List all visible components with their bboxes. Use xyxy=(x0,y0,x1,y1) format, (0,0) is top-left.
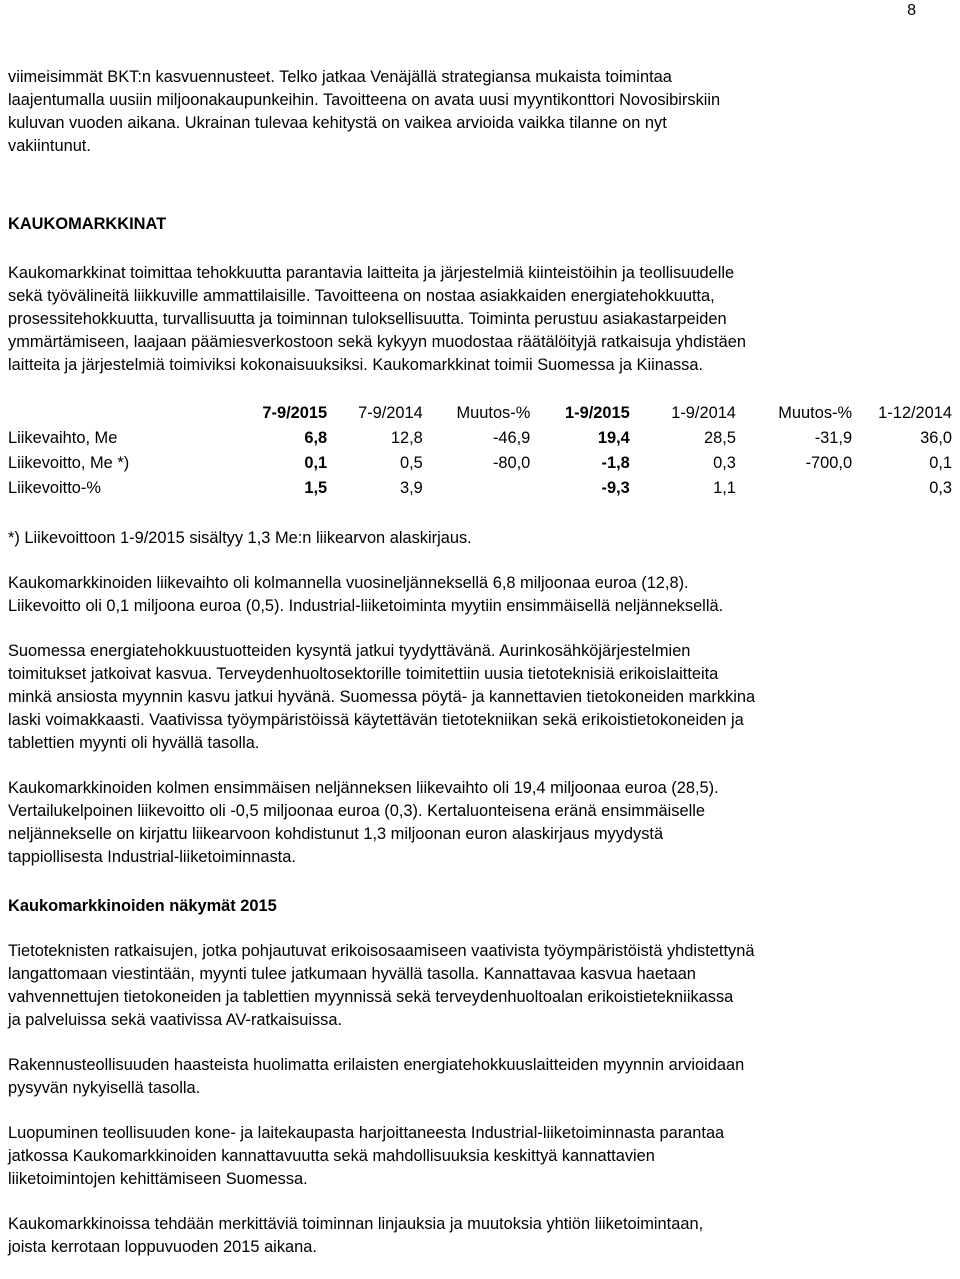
table-cell: -31,9 xyxy=(814,429,853,447)
table-cell: 12,8 xyxy=(390,429,423,447)
table-header-cell: 1-12/2014 xyxy=(878,404,952,422)
table-cell: 0,1 xyxy=(929,454,952,472)
table-header-cell: 1-9/2015 xyxy=(565,404,630,422)
outlook-paragraph-3: Luopuminen teollisuuden kone- ja laitekaupasta harjoittaneesta Industrial-liiketoiminnasta parantaa jatkossa Kaukomarkkinoiden kannattavuutta sekä mahdollisuuksia keskittyä kannattavien liiketoimintojen kehittämiseen Suomessa. xyxy=(8,1124,725,1188)
table-row xyxy=(8,426,952,451)
financials-table xyxy=(8,401,952,501)
table-header-cell: Muutos-% xyxy=(456,404,531,422)
section-intro-paragraph: Kaukomarkkinat toimittaa tehokkuutta parantavia laitteita ja järjestelmiä kiinteistöihin ja teollisuudelle sekä työvälineitä liikkuville ammattilaisille. Tavoitteena on nostaa asiakkaiden energiatehokkuutta, prosessitehokkuutta, turvallisuutta ja toiminnan tuloksellisuutta. Toiminta perustuu asiakastarpeiden ymmärtämiseen, laajaan päämiesverkostoon sekä kykyyn muodostaa räätälöityjä ratkaisuja yhdistäen laitteita ja järjestelmiä toimiviksi kokonaisuuksiksi. Kaukomarkkinat toimii Suomessa ja Kiinassa. xyxy=(8,264,746,374)
table-header-cell: 7-9/2014 xyxy=(358,404,423,422)
table-cell: -9,3 xyxy=(601,479,630,497)
outlook-paragraph-4: Kaukomarkkinoissa tehdään merkittäviä toiminnan linjauksia ja muutoksia yhtiön liiketoimintaan, joista kerrotaan loppuvuoden 2015 aikana. xyxy=(8,1215,704,1256)
intro-paragraph: viimeisimmät BKT:n kasvuennusteet. Telko jatkaa Venäjällä strategiansa mukaista toimintaa laajentumalla uusiin miljoonakaupunkeihin. Tavoitteena on avata uusi myyntikonttori Novosibirskiin kuluvan vuoden aikana. Ukrainan tulevaa kehitystä on vaikea arvioida vaikka tilanne on nyt vakiintunut. xyxy=(8,68,721,155)
page-number: 8 xyxy=(907,2,916,19)
outlook-heading: Kaukomarkkinoiden näkymät 2015 xyxy=(8,897,277,915)
table-cell: -80,0 xyxy=(492,454,531,472)
table-cell: 0,1 xyxy=(304,454,328,472)
table-cell: 1,1 xyxy=(713,479,736,497)
row-label: Liikevoitto-% xyxy=(8,479,101,497)
table-header-row xyxy=(8,401,952,426)
table-header-cell: 1-9/2014 xyxy=(671,404,736,422)
table-cell xyxy=(423,476,531,501)
table-cell: 1,5 xyxy=(304,479,328,497)
table-cell: 6,8 xyxy=(304,429,328,447)
outlook-paragraph-2: Rakennusteollisuuden haasteista huolimatta erilaisten energiatehokkuuslaitteiden myynnin arvioidaan pysyvän nykyisellä tasolla. xyxy=(8,1056,745,1097)
table-footnote: *) Liikevoittoon 1-9/2015 sisältyy 1,3 Me:n liikearvon alaskirjaus. xyxy=(8,529,472,547)
table-cell: 0,5 xyxy=(399,454,423,472)
table-cell xyxy=(736,476,852,501)
page-content xyxy=(8,66,952,1259)
table-header-cell: Muutos-% xyxy=(778,404,853,422)
table-cell: 36,0 xyxy=(920,429,952,447)
table-cell: -700,0 xyxy=(805,454,853,472)
table-cell: 28,5 xyxy=(704,429,736,447)
table-cell: 3,9 xyxy=(399,479,423,497)
table-cell: 0,3 xyxy=(929,479,952,497)
outlook-paragraph-1: Tietoteknisten ratkaisujen, jotka pohjautuvat erikoisosaamiseen vaativista työympäristöistä yhdistettynä langattomaan viestintään, myynti tulee jatkumaan hyvällä tasolla. Kannattavaa kasvua haetaan vahvennettujen tietokoneiden ja tablettien myynnissä sekä terveydenhuoltoalan erikoistietekniikassa ja palveluissa sekä vaativissa AV-ratkaisuissa. xyxy=(8,942,755,1029)
section-heading: KAUKOMARKKINAT xyxy=(8,215,167,233)
table-header-cell: 7-9/2015 xyxy=(262,404,328,422)
finland-paragraph: Suomessa energiatehokkuustuotteiden kysyntä jatkui tyydyttävänä. Aurinkosähköjärjestelmien toimitukset jatkoivat kasvua. Terveydenhuoltosektorille toimitettiin uusia tietoteknisiä erikoislaitteita minkä ansiosta myynnin kasvu jatkui hyvänä. Suomessa pöytä- ja kannettavien tietokoneiden markkina laski voimakkaasti. Vaativissa työympäristöissä käytettävän tietotekniikan sekä erikoistietokoneiden ja tablettien myynti oli hyvällä tasolla. xyxy=(8,642,756,752)
table-cell: 19,4 xyxy=(597,429,630,447)
q3-results-paragraph: Kaukomarkkinoiden liikevaihto oli kolmannella vuosineljänneksellä 6,8 miljoonaa euroa (12,8). Liikevoitto oli 0,1 miljoona euroa (0,5). Industrial-liiketoiminta myytiin ensimmäisellä neljänneksellä. xyxy=(8,574,724,615)
table-row xyxy=(8,451,952,476)
table-cell: 0,3 xyxy=(713,454,736,472)
table-row xyxy=(8,476,952,501)
table-cell: -46,9 xyxy=(492,429,531,447)
ytd-results-paragraph: Kaukomarkkinoiden kolmen ensimmäisen neljänneksen liikevaihto oli 19,4 miljoonaa euroa (28,5). Vertailukelpoinen liikevoitto oli -0,5 miljoonaa euroa (0,3). Kertaluonteisena eränä ensimmäiselle neljännekselle on kirjattu liikearvoon kohdistunut 1,3 miljoonan euron alaskirjaus myydystä tappiollisesta Industrial-liiketoiminnasta. xyxy=(8,779,719,866)
table-cell: -1,8 xyxy=(601,454,630,472)
row-label: Liikevaihto, Me xyxy=(8,429,118,447)
row-label: Liikevoitto, Me *) xyxy=(8,454,130,472)
table-header-cell xyxy=(8,401,233,426)
